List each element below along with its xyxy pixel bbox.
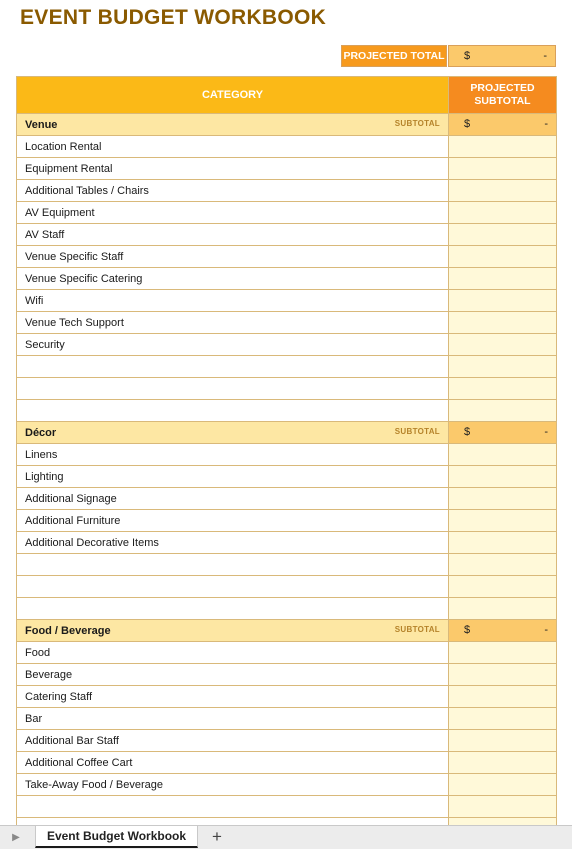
- item-name-cell[interactable]: Additional Signage: [17, 488, 449, 509]
- item-name-cell[interactable]: [17, 554, 449, 575]
- workbook-title: EVENT BUDGET WORKBOOK: [20, 6, 327, 29]
- item-value-cell[interactable]: [449, 312, 556, 333]
- table-row: [17, 487, 556, 509]
- table-row: [17, 575, 556, 597]
- table-row: [17, 553, 556, 575]
- add-sheet-button[interactable]: +: [212, 827, 222, 846]
- table-row: [17, 377, 556, 399]
- subtotal-label: SUBTOTAL: [394, 119, 440, 128]
- section-name: Venue: [25, 118, 58, 131]
- item-value-cell[interactable]: [449, 268, 556, 289]
- budget-table: [16, 76, 557, 840]
- table-row: [17, 223, 556, 245]
- item-value-cell[interactable]: [449, 796, 556, 817]
- section-name-cell[interactable]: [17, 114, 449, 135]
- item-name-cell[interactable]: Lighting: [17, 466, 449, 487]
- table-row: [17, 531, 556, 553]
- currency-symbol: $: [464, 118, 471, 130]
- item-name-cell[interactable]: Beverage: [17, 664, 449, 685]
- table-row: [17, 751, 556, 773]
- section-name-cell[interactable]: [17, 620, 449, 641]
- item-name-cell[interactable]: Location Rental: [17, 136, 449, 157]
- item-name-cell[interactable]: Equipment Rental: [17, 158, 449, 179]
- item-name-cell[interactable]: Take-Away Food / Beverage: [17, 774, 449, 795]
- item-name-cell[interactable]: Venue Specific Staff: [17, 246, 449, 267]
- table-row: [17, 267, 556, 289]
- item-name-cell[interactable]: Security: [17, 334, 449, 355]
- table-row: [17, 707, 556, 729]
- section-name-cell[interactable]: [17, 422, 449, 443]
- section-row: [17, 113, 556, 135]
- item-name-cell[interactable]: [17, 356, 449, 377]
- table-row: [17, 443, 556, 465]
- item-name-cell[interactable]: Additional Tables / Chairs: [17, 180, 449, 201]
- section-subtotal-cell[interactable]: [449, 114, 556, 135]
- item-name-cell[interactable]: [17, 378, 449, 399]
- item-name-cell[interactable]: [17, 796, 449, 817]
- sheet-tab-event-budget[interactable]: Event Budget Workbook: [35, 826, 198, 848]
- table-row: [17, 685, 556, 707]
- item-value-cell[interactable]: [449, 202, 556, 223]
- section-subtotal-value: -: [544, 118, 548, 130]
- item-name-cell[interactable]: Linens: [17, 444, 449, 465]
- table-row: [17, 201, 556, 223]
- projected-subtotal-header: PROJECTED SUBTOTAL: [449, 77, 556, 113]
- section-subtotal-value: -: [544, 426, 548, 438]
- table-header: [17, 77, 556, 113]
- table-row: [17, 641, 556, 663]
- table-row: [17, 289, 556, 311]
- item-name-cell[interactable]: [17, 576, 449, 597]
- table-row: [17, 179, 556, 201]
- section-name: Food / Beverage: [25, 624, 111, 637]
- section-row: [17, 619, 556, 641]
- table-row: [17, 663, 556, 685]
- item-name-cell[interactable]: Venue Tech Support: [17, 312, 449, 333]
- item-name-cell[interactable]: Food: [17, 642, 449, 663]
- item-name-cell[interactable]: Additional Coffee Cart: [17, 752, 449, 773]
- item-value-cell[interactable]: [449, 400, 556, 421]
- item-name-cell[interactable]: [17, 400, 449, 421]
- item-value-cell[interactable]: [449, 598, 556, 619]
- table-row: [17, 399, 556, 421]
- item-value-cell[interactable]: [449, 334, 556, 355]
- table-row: [17, 773, 556, 795]
- item-name-cell[interactable]: Catering Staff: [17, 686, 449, 707]
- table-row: [17, 245, 556, 267]
- table-row: [17, 465, 556, 487]
- item-value-cell[interactable]: [449, 510, 556, 531]
- currency-symbol: $: [464, 50, 471, 62]
- item-value-cell[interactable]: [449, 730, 556, 751]
- projected-total-label: PROJECTED TOTAL: [341, 45, 447, 67]
- item-value-cell[interactable]: [449, 136, 556, 157]
- item-value-cell[interactable]: [449, 378, 556, 399]
- section-subtotal-cell[interactable]: [449, 620, 556, 641]
- table-row: [17, 729, 556, 751]
- currency-symbol: $: [464, 624, 471, 636]
- table-row: [17, 333, 556, 355]
- sheet-tab-bar: [0, 825, 572, 849]
- table-row: [17, 597, 556, 619]
- item-value-cell[interactable]: [449, 488, 556, 509]
- projected-total-cell[interactable]: [448, 45, 556, 67]
- item-name-cell[interactable]: AV Staff: [17, 224, 449, 245]
- currency-symbol: $: [464, 426, 471, 438]
- category-header: CATEGORY: [17, 77, 449, 113]
- item-name-cell[interactable]: Additional Furniture: [17, 510, 449, 531]
- item-value-cell[interactable]: [449, 180, 556, 201]
- section-name: Décor: [25, 426, 57, 439]
- item-name-cell[interactable]: Venue Specific Catering: [17, 268, 449, 289]
- item-name-cell[interactable]: Wifi: [17, 290, 449, 311]
- subtotal-label: SUBTOTAL: [394, 625, 440, 634]
- item-value-cell[interactable]: [449, 466, 556, 487]
- item-name-cell[interactable]: Additional Decorative Items: [17, 532, 449, 553]
- section-row: [17, 421, 556, 443]
- item-value-cell[interactable]: [449, 752, 556, 773]
- item-value-cell[interactable]: [449, 774, 556, 795]
- item-name-cell[interactable]: Bar: [17, 708, 449, 729]
- item-value-cell[interactable]: [449, 576, 556, 597]
- item-value-cell[interactable]: [449, 444, 556, 465]
- item-value-cell[interactable]: [449, 554, 556, 575]
- subtotal-label: SUBTOTAL: [394, 427, 440, 436]
- projected-total-value: -: [543, 50, 547, 62]
- table-row: [17, 135, 556, 157]
- table-row: [17, 355, 556, 377]
- section-subtotal-cell[interactable]: [449, 422, 556, 443]
- item-value-cell[interactable]: [449, 158, 556, 179]
- item-value-cell[interactable]: [449, 246, 556, 267]
- item-value-cell[interactable]: [449, 532, 556, 553]
- item-value-cell[interactable]: [449, 356, 556, 377]
- item-name-cell[interactable]: AV Equipment: [17, 202, 449, 223]
- item-value-cell[interactable]: [449, 642, 556, 663]
- item-value-cell[interactable]: [449, 224, 556, 245]
- item-name-cell[interactable]: Additional Bar Staff: [17, 730, 449, 751]
- item-value-cell[interactable]: [449, 686, 556, 707]
- table-row: [17, 795, 556, 817]
- table-row: [17, 157, 556, 179]
- item-value-cell[interactable]: [449, 290, 556, 311]
- item-name-cell[interactable]: [17, 598, 449, 619]
- section-subtotal-value: -: [544, 624, 548, 636]
- item-value-cell[interactable]: [449, 664, 556, 685]
- table-row: [17, 509, 556, 531]
- item-value-cell[interactable]: [449, 708, 556, 729]
- play-icon[interactable]: ▶: [12, 832, 20, 843]
- table-row: [17, 311, 556, 333]
